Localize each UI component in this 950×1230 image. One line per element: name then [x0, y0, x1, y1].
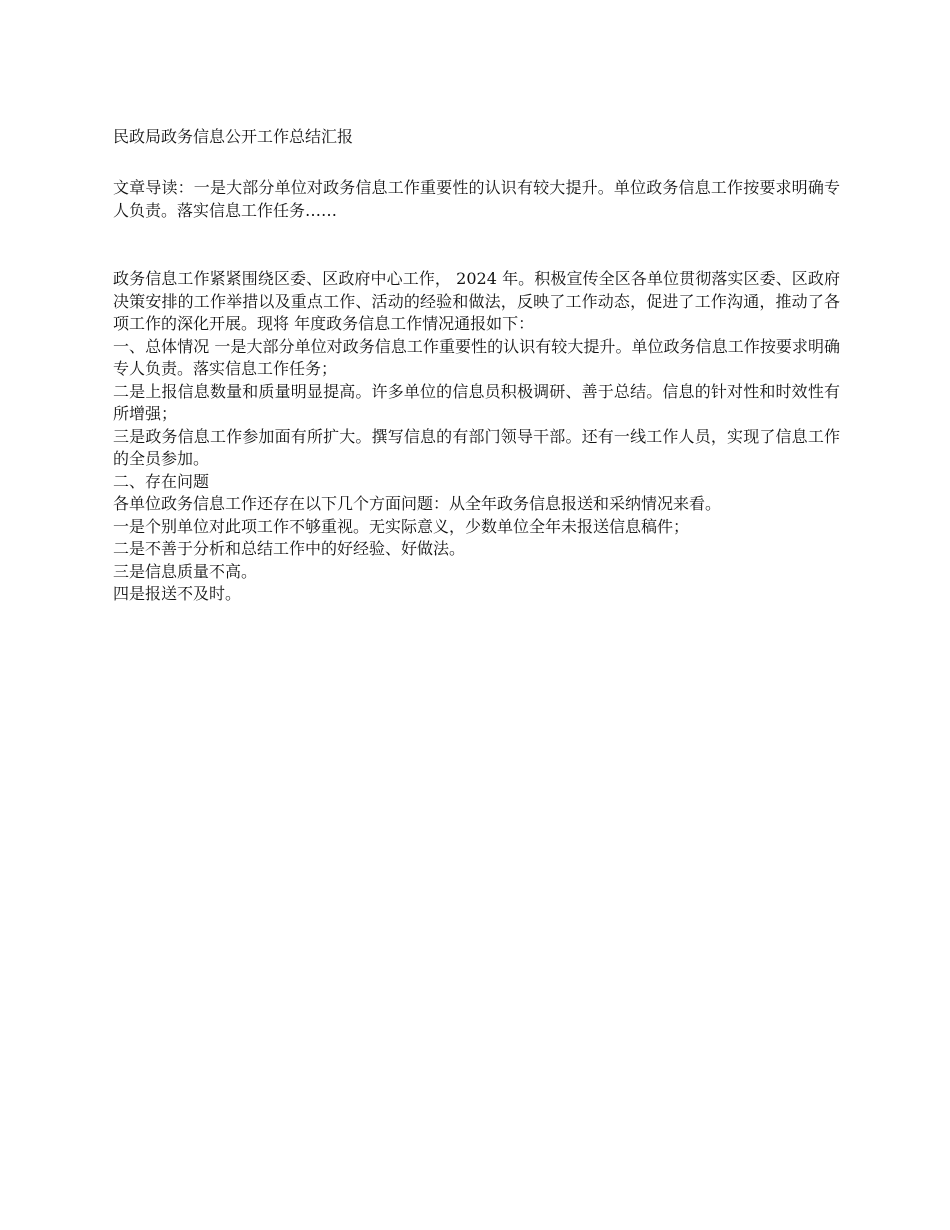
paragraph: 二是不善于分析和总结工作中的好经验、好做法。: [113, 539, 466, 558]
paragraph: 二是上报信息数量和质量明显提高。许多单位的信息员积极调研、善于总结。信息的针对性和时效性有所增强；: [113, 381, 840, 423]
document-title: 民政局政务信息公开工作总结汇报: [113, 127, 354, 146]
document-body: [113, 268, 840, 606]
paragraph: 四是报送不及时。: [113, 584, 242, 603]
paragraph: 三是信息质量不高。: [113, 561, 258, 581]
paragraph: 一是个别单位对此项工作不够重视。无实际意义，少数单位全年未报送信息稿件；: [113, 516, 690, 536]
document-content: [113, 124, 840, 606]
paragraph: 一、总体情况 一是大部分单位对政务信息工作重要性的认识有较大提升。单位政务信息工作按要求明确专人负责。落实信息工作任务；: [113, 336, 840, 378]
paragraph: 政务信息工作紧紧围绕区委、区政府中心工作， 2024 年。积极宣传全区各单位贯彻落实区委、区政府决策安排的工作举措以及重点工作、活动的经验和做法，反映了工作动态，促进了工作沟通，推动了各项工作的深化开展。现将 年度政务信息工作情况通报如下：: [113, 269, 840, 333]
paragraph: 各单位政务信息工作还存在以下几个方面问题：从全年政务信息报送和采纳情况来看。: [113, 494, 722, 513]
section-heading: 二、存在问题: [113, 471, 210, 491]
paragraph: 三是政务信息工作参加面有所扩大。撰写信息的有部门领导干部。还有一线工作人员，实现了信息工作的全员参加。: [113, 426, 840, 468]
article-intro: 文章导读：一是大部分单位对政务信息工作重要性的认识有较大提升。单位政务信息工作按要求明确专人负责。落实信息工作任务……: [113, 178, 840, 220]
